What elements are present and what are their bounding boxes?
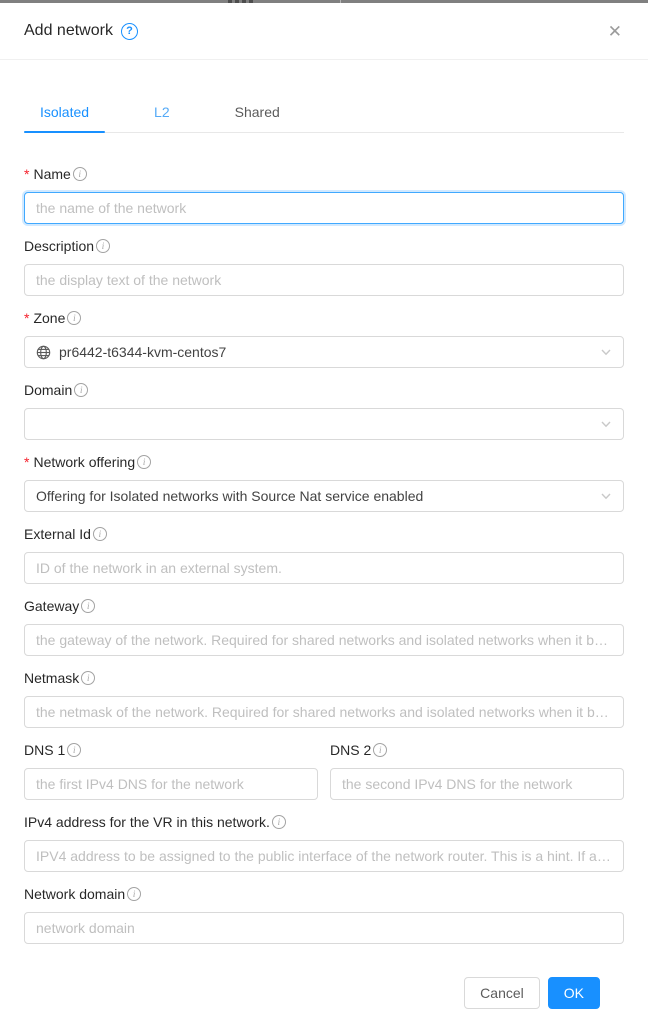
form-item-external-id bbox=[24, 523, 624, 584]
info-icon[interactable]: i bbox=[373, 743, 387, 757]
info-icon[interactable]: i bbox=[67, 743, 81, 757]
modal-body bbox=[0, 60, 648, 1033]
dns2-column bbox=[330, 739, 624, 800]
info-icon[interactable]: i bbox=[96, 239, 110, 253]
add-network-modal bbox=[0, 3, 648, 1033]
form-item-network-offering bbox=[24, 451, 624, 512]
background-page-divider bbox=[340, 0, 341, 3]
tab-isolated-label: Isolated bbox=[40, 104, 90, 120]
network-domain-input[interactable] bbox=[24, 912, 624, 944]
modal-header bbox=[0, 3, 648, 60]
dns1-column bbox=[24, 739, 318, 800]
netmask-input[interactable] bbox=[24, 696, 624, 728]
info-icon[interactable]: i bbox=[81, 671, 95, 685]
network-offering-label-text: Network offering bbox=[33, 454, 136, 470]
vr-ipv4-label-text: IPv4 address for the VR in this network. bbox=[24, 814, 270, 830]
description-label bbox=[24, 235, 624, 264]
info-icon[interactable]: i bbox=[67, 311, 81, 325]
network-offering-label bbox=[24, 451, 624, 480]
tab-isolated[interactable] bbox=[24, 92, 105, 132]
form-item-name bbox=[24, 163, 624, 224]
required-asterisk: * bbox=[24, 310, 30, 326]
info-icon[interactable]: i bbox=[74, 383, 88, 397]
chevron-down-icon bbox=[600, 418, 612, 430]
form-item-vr-ipv4 bbox=[24, 811, 624, 872]
dns2-label bbox=[330, 739, 624, 768]
form-item-dns-row bbox=[24, 739, 624, 800]
netmask-label bbox=[24, 667, 624, 696]
external-id-input[interactable] bbox=[24, 552, 624, 584]
required-asterisk: * bbox=[24, 454, 30, 470]
form-item-domain bbox=[24, 379, 624, 440]
description-input[interactable] bbox=[24, 264, 624, 296]
name-label-text: Name bbox=[33, 166, 71, 182]
network-type-tabs bbox=[24, 84, 624, 133]
background-page-edge bbox=[0, 0, 648, 3]
network-offering-select[interactable] bbox=[24, 480, 624, 512]
cancel-button[interactable]: Cancel bbox=[464, 977, 540, 1009]
form-item-description bbox=[24, 235, 624, 296]
gateway-input[interactable] bbox=[24, 624, 624, 656]
required-asterisk: * bbox=[24, 166, 30, 182]
info-icon[interactable]: i bbox=[272, 815, 286, 829]
tab-list bbox=[24, 92, 624, 132]
help-icon[interactable]: ? bbox=[121, 23, 138, 40]
vr-ipv4-label bbox=[24, 811, 624, 840]
zone-label bbox=[24, 307, 624, 336]
form-item-zone bbox=[24, 307, 624, 368]
info-icon[interactable]: i bbox=[81, 599, 95, 613]
dns1-input[interactable] bbox=[24, 768, 318, 800]
name-label bbox=[24, 163, 624, 192]
tab-l2[interactable] bbox=[138, 92, 186, 132]
info-icon[interactable]: i bbox=[127, 887, 141, 901]
close-icon[interactable]: ✕ bbox=[607, 21, 622, 41]
tab-l2-label: L2 bbox=[154, 104, 170, 120]
network-domain-label-text: Network domain bbox=[24, 886, 126, 902]
info-icon[interactable]: i bbox=[93, 527, 107, 541]
dns1-label-text: DNS 1 bbox=[24, 742, 66, 758]
dns1-label bbox=[24, 739, 318, 768]
dns2-label-text: DNS 2 bbox=[330, 742, 372, 758]
tab-ink-bar bbox=[24, 131, 105, 133]
gateway-label bbox=[24, 595, 624, 624]
network-domain-label bbox=[24, 883, 624, 912]
zone-select-value: pr6442-t6344-kvm-centos7 bbox=[59, 344, 227, 360]
chevron-down-icon bbox=[600, 490, 612, 502]
info-icon[interactable]: i bbox=[137, 455, 151, 469]
zone-label-text: Zone bbox=[33, 310, 66, 326]
zone-select[interactable] bbox=[24, 336, 624, 368]
globe-icon bbox=[36, 345, 51, 360]
network-offering-select-value: Offering for Isolated networks with Source Nat service enabled bbox=[36, 488, 424, 504]
gateway-label-text: Gateway bbox=[24, 598, 80, 614]
chevron-down-icon bbox=[600, 346, 612, 358]
domain-select[interactable] bbox=[24, 408, 624, 440]
ok-button[interactable]: OK bbox=[548, 977, 600, 1009]
background-page-detail bbox=[228, 0, 256, 3]
form-item-netmask bbox=[24, 667, 624, 728]
dns2-input[interactable] bbox=[330, 768, 624, 800]
form-item-gateway bbox=[24, 595, 624, 656]
info-icon[interactable]: i bbox=[73, 167, 87, 181]
vr-ipv4-input[interactable] bbox=[24, 840, 624, 872]
page-title: Add network bbox=[24, 22, 113, 39]
external-id-label-text: External Id bbox=[24, 526, 91, 542]
external-id-label bbox=[24, 523, 624, 552]
tab-shared[interactable] bbox=[219, 92, 296, 132]
tab-shared-label: Shared bbox=[234, 104, 280, 120]
netmask-label-text: Netmask bbox=[24, 670, 80, 686]
description-label-text: Description bbox=[24, 238, 95, 254]
name-input[interactable] bbox=[24, 192, 624, 224]
domain-label-text: Domain bbox=[24, 382, 73, 398]
form-item-network-domain bbox=[24, 883, 624, 944]
domain-label bbox=[24, 379, 624, 408]
modal-footer bbox=[24, 955, 624, 1009]
